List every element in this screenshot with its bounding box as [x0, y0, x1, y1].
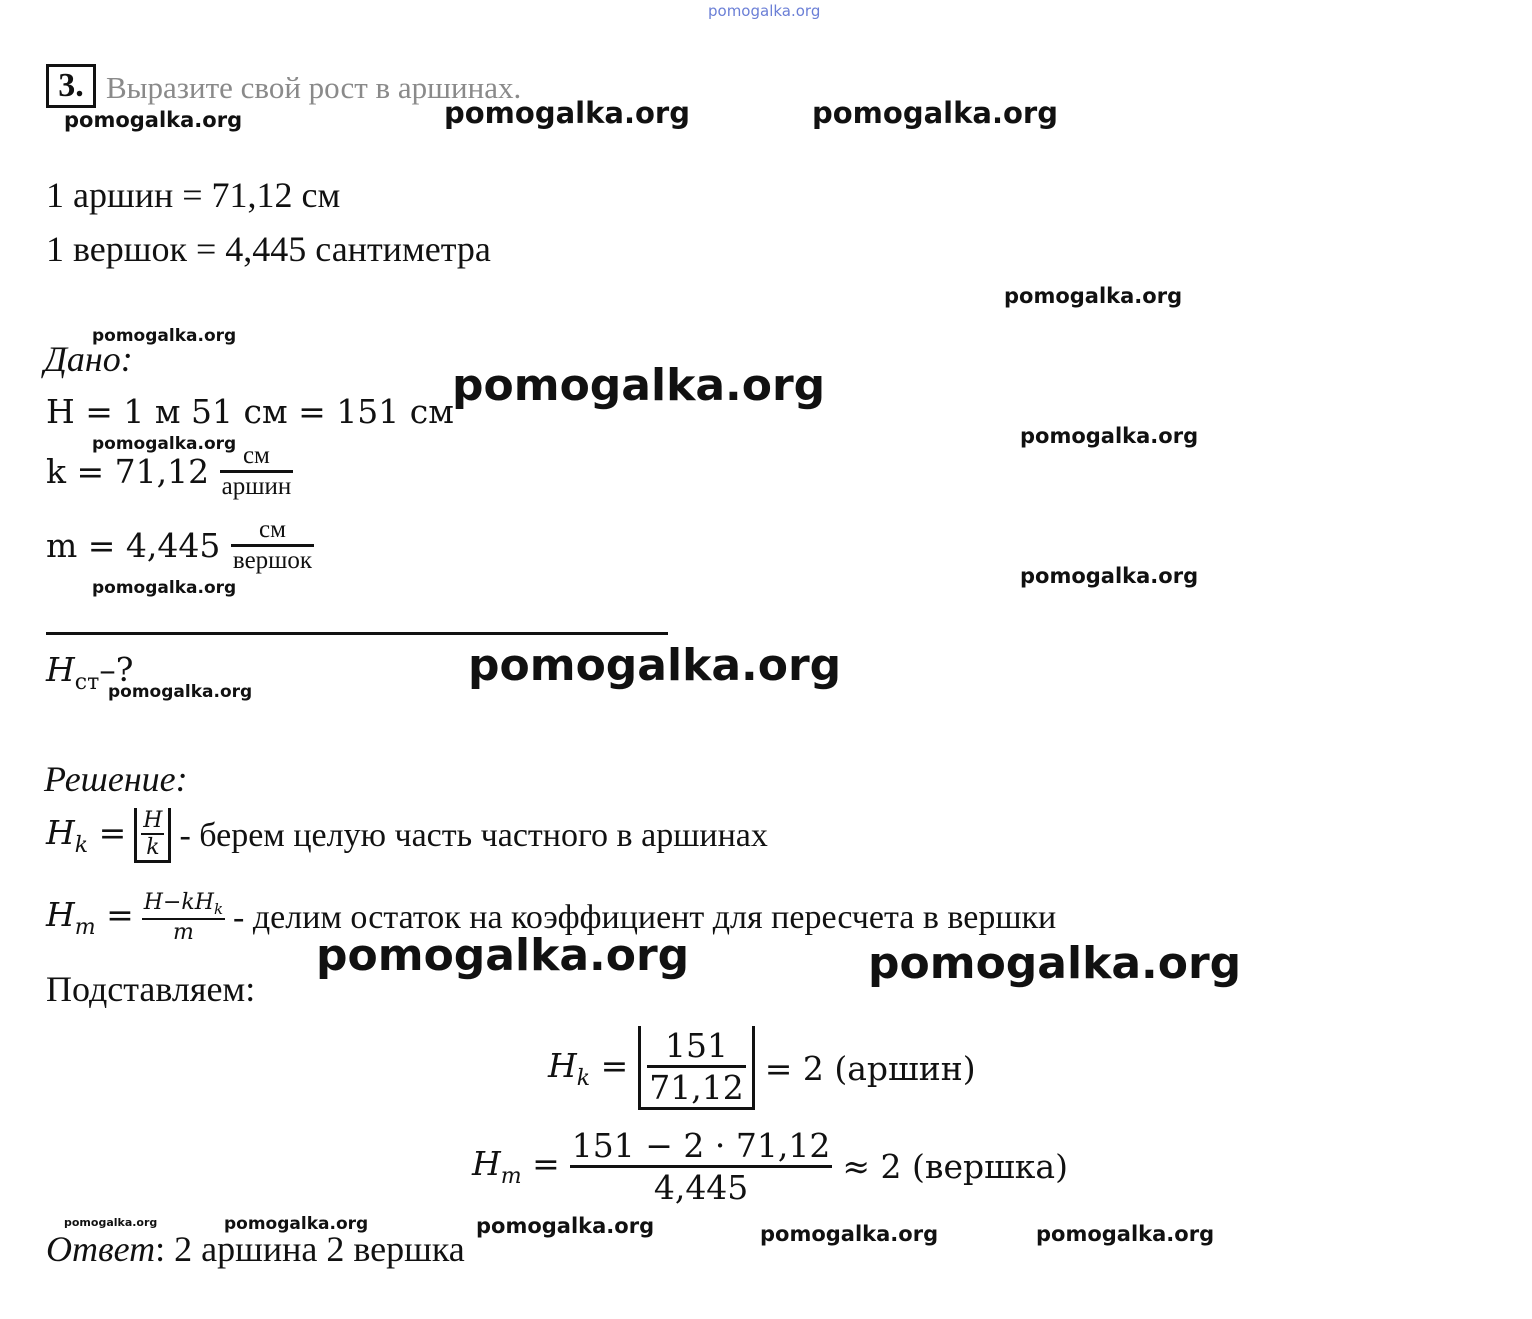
- formula-hm-denominator: m: [172, 920, 194, 945]
- given-m-numerator: см: [231, 516, 314, 547]
- task-title: Выразите свой рост в аршинах.: [106, 70, 522, 105]
- fact-vershok: 1 вершок = 4,445 сантиметра: [46, 229, 491, 269]
- given-k-numerator: см: [220, 442, 294, 473]
- calc-arshin-lhs: $H_k$ =: [548, 1045, 629, 1091]
- formula-hm-fraction: [142, 890, 225, 945]
- watermark: pomogalka.org: [92, 326, 237, 346]
- calc-arshin-denominator: 71,12: [649, 1068, 744, 1107]
- formula-hm-lhs: $H_m$ =: [46, 895, 134, 940]
- formula-hk-bracket: [134, 808, 171, 863]
- given-k-fraction: [220, 442, 294, 501]
- watermark: pomogalka.org: [468, 640, 842, 691]
- calc-arshin: [548, 1026, 976, 1110]
- given-heading: Дано:: [44, 339, 133, 379]
- watermark: pomogalka.org: [476, 1214, 655, 1238]
- watermark: pomogalka.org: [1004, 284, 1183, 308]
- given-m-fraction: [231, 516, 314, 575]
- formula-hk-denominator: k: [146, 835, 160, 860]
- given-divider: [46, 632, 668, 635]
- watermark: pomogalka.org: [92, 434, 237, 454]
- calc-vershok-result: ≈ 2 (вершка): [842, 1147, 1068, 1186]
- watermark: pomogalka.org: [868, 938, 1242, 989]
- fact-arshin: 1 аршин = 71,12 см: [46, 175, 341, 215]
- given-k-denominator: аршин: [221, 473, 292, 500]
- given-m-lhs: m = 4,445: [46, 526, 221, 565]
- calc-vershok-denominator: 4,445: [653, 1168, 749, 1207]
- watermark: pomogalka.org: [108, 682, 253, 702]
- find-question: –?: [99, 650, 134, 689]
- given-height: H = 1 м 51 см = 151 см: [46, 392, 454, 431]
- watermark: pomogalka.org: [64, 108, 243, 132]
- formula-hk-numerator: H: [143, 808, 163, 833]
- formula-hk-comment: - берем целую часть частного в аршинах: [179, 816, 768, 854]
- calc-vershok-numerator: 151 − 2 · 71,12: [570, 1126, 833, 1168]
- task-number: 3.: [46, 64, 96, 108]
- given-m: [46, 516, 314, 575]
- given-k-lhs: k = 71,12: [46, 452, 210, 491]
- substitute-label: Подставляем:: [46, 969, 256, 1009]
- given-m-denominator: вершок: [232, 547, 313, 574]
- answer-label: Ответ: [46, 1229, 156, 1269]
- watermark: pomogalka.org: [1020, 564, 1199, 588]
- calc-arshin-numerator: 151: [647, 1026, 745, 1068]
- given-k: [46, 442, 293, 501]
- watermark: pomogalka.org: [444, 96, 690, 130]
- calc-vershok: [472, 1126, 1068, 1207]
- watermark: pomogalka.org: [1036, 1222, 1215, 1246]
- formula-hm-comment: - делим остаток на коэффициент для пересчета в вершки: [233, 898, 1057, 936]
- calc-arshin-result: = 2 (аршин): [764, 1048, 976, 1088]
- calc-vershok-lhs: $H_m$ =: [472, 1144, 560, 1189]
- watermark: pomogalka.org: [812, 96, 1058, 130]
- calc-arshin-bracket: [638, 1026, 754, 1110]
- formula-hk-lhs: $H_k$ =: [46, 813, 127, 858]
- answer-text: : 2 аршина 2 вершка: [155, 1229, 465, 1269]
- find-subscript: ст: [74, 670, 100, 695]
- formula-hm-numerator: $H-kH_k$: [143, 890, 224, 918]
- watermark-top: pomogalka.org: [708, 2, 821, 20]
- watermark: pomogalka.org: [64, 1216, 158, 1229]
- watermark: pomogalka.org: [760, 1222, 939, 1246]
- watermark: pomogalka.org: [452, 360, 826, 411]
- watermark: pomogalka.org: [316, 930, 690, 981]
- solution-heading: Решение:: [44, 759, 188, 799]
- watermark: pomogalka.org: [92, 578, 237, 598]
- formula-hk: [46, 808, 768, 863]
- answer-line: [46, 1228, 465, 1270]
- find-symbol: H: [46, 650, 75, 689]
- watermark: pomogalka.org: [1020, 424, 1199, 448]
- watermark: pomogalka.org: [224, 1214, 369, 1234]
